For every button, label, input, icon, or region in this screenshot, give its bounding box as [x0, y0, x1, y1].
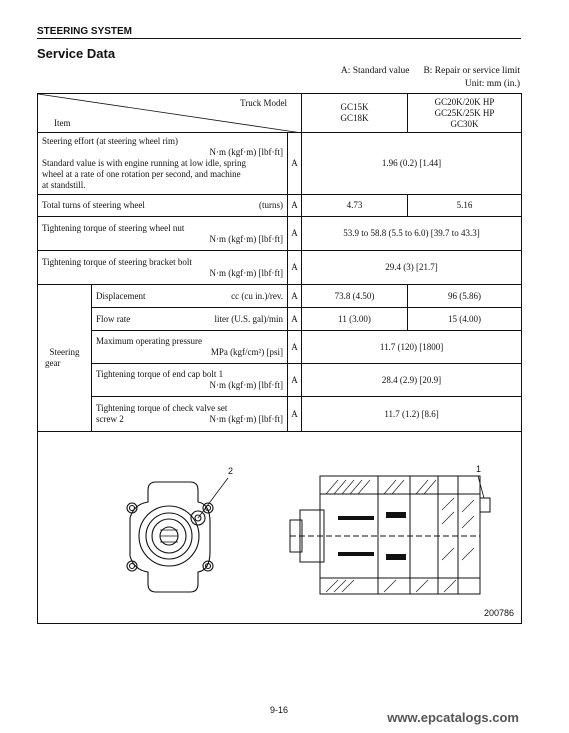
section-header: STEERING SYSTEM	[37, 26, 133, 37]
value-col-2: 96 (5.86)	[408, 285, 522, 308]
header-item-cell	[38, 94, 302, 133]
spline-teeth	[160, 530, 178, 542]
ab-cell: A	[288, 331, 302, 364]
table-row	[38, 285, 522, 308]
item-cell: Flow rate liter (U.S. gal)/min	[92, 308, 288, 331]
value-col-1: 11 (3.00)	[302, 308, 408, 331]
item-cell: Steering effort (at steering wheel rim) N·m (kgf·m) [lbf·ft] Standard value is with engine running at low idle, spring wheel at a rate of one rotation per second, and machine at standstill.	[38, 133, 288, 195]
value-merged: 1.96 (0.2) [1.44]	[302, 133, 522, 195]
value-col-2: 15 (4.00)	[408, 308, 522, 331]
item-cell: Maximum operating pressure MPa (kgf/cm²) [psi]	[92, 331, 288, 364]
page-title: Service Data	[37, 46, 116, 61]
header-rule	[37, 38, 521, 39]
page-number: 9-16	[270, 705, 289, 715]
value-merged: 11.7 (120) [1800]	[302, 331, 522, 364]
legend-a: A: Standard value	[340, 66, 410, 76]
value-merged: 11.7 (1.2) [8.6]	[302, 397, 522, 432]
table-row	[38, 364, 522, 397]
website-watermark: www.epcatalogs.com	[387, 710, 519, 725]
value-merged: 28.4 (2.9) [20.9]	[302, 364, 522, 397]
value-col-2: 5.16	[408, 195, 522, 217]
model-col-1: GC15K GC18K	[302, 94, 408, 133]
callout-1: 1	[476, 464, 482, 474]
value-merged: 29.4 (3) [21.7]	[302, 251, 522, 285]
table-header-row	[38, 94, 522, 133]
service-data-table	[37, 93, 522, 624]
model-col-2: GC20K/20K HP GC25K/25K HP GC30K	[408, 94, 522, 133]
item-cell: Tightening torque of check valve set screw 2 N·m (kgf·m) [lbf·ft]	[92, 397, 288, 432]
truck-model-label: Truck Model	[240, 98, 288, 108]
ab-cell: A	[288, 285, 302, 308]
ab-cell: A	[288, 364, 302, 397]
table-row	[38, 133, 522, 195]
ab-cell: A	[288, 397, 302, 432]
ab-cell: A	[288, 251, 302, 285]
item-cell: Tightening torque of steering bracket bolt N·m (kgf·m) [lbf·ft]	[38, 251, 288, 285]
ab-cell: A	[288, 133, 302, 195]
item-cell: Tightening torque of end cap bolt 1 N·m (kgf·m) [lbf·ft]	[92, 364, 288, 397]
ab-cell: A	[288, 217, 302, 251]
callout-2-leader	[198, 478, 228, 518]
table-row	[38, 397, 522, 432]
item-label: Item	[54, 118, 71, 128]
table-row	[38, 251, 522, 285]
steering-gear-illustration	[38, 432, 520, 623]
table-row	[38, 195, 522, 217]
table-row	[38, 331, 522, 364]
legend-b: B: Repair or service limit	[423, 66, 520, 76]
callout-2: 2	[228, 466, 234, 476]
figure-row	[38, 432, 522, 624]
figure-cell	[38, 432, 522, 624]
table-row	[38, 217, 522, 251]
unit-label: Unit: mm (in.)	[464, 78, 520, 89]
value-col-1: 73.8 (4.50)	[302, 285, 408, 308]
legend	[341, 65, 520, 90]
value-col-1: 4.73	[302, 195, 408, 217]
steering-gear-label: Steering gear	[38, 285, 92, 432]
section-view-drawing	[290, 476, 490, 594]
figure-number: 200786	[483, 608, 514, 618]
table-row	[38, 308, 522, 331]
ab-cell: A	[288, 308, 302, 331]
item-cell: Total turns of steering wheel (turns)	[38, 195, 288, 217]
item-cell: Displacement cc (cu in.)/rev.	[92, 285, 288, 308]
end-view-drawing	[127, 482, 213, 592]
value-merged: 53.9 to 58.8 (5.5 to 6.0) [39.7 to 43.3]	[302, 217, 522, 251]
callout-1-leader	[478, 476, 484, 498]
item-cell: Tightening torque of steering wheel nut N·m (kgf·m) [lbf·ft]	[38, 217, 288, 251]
ab-cell: A	[288, 195, 302, 217]
